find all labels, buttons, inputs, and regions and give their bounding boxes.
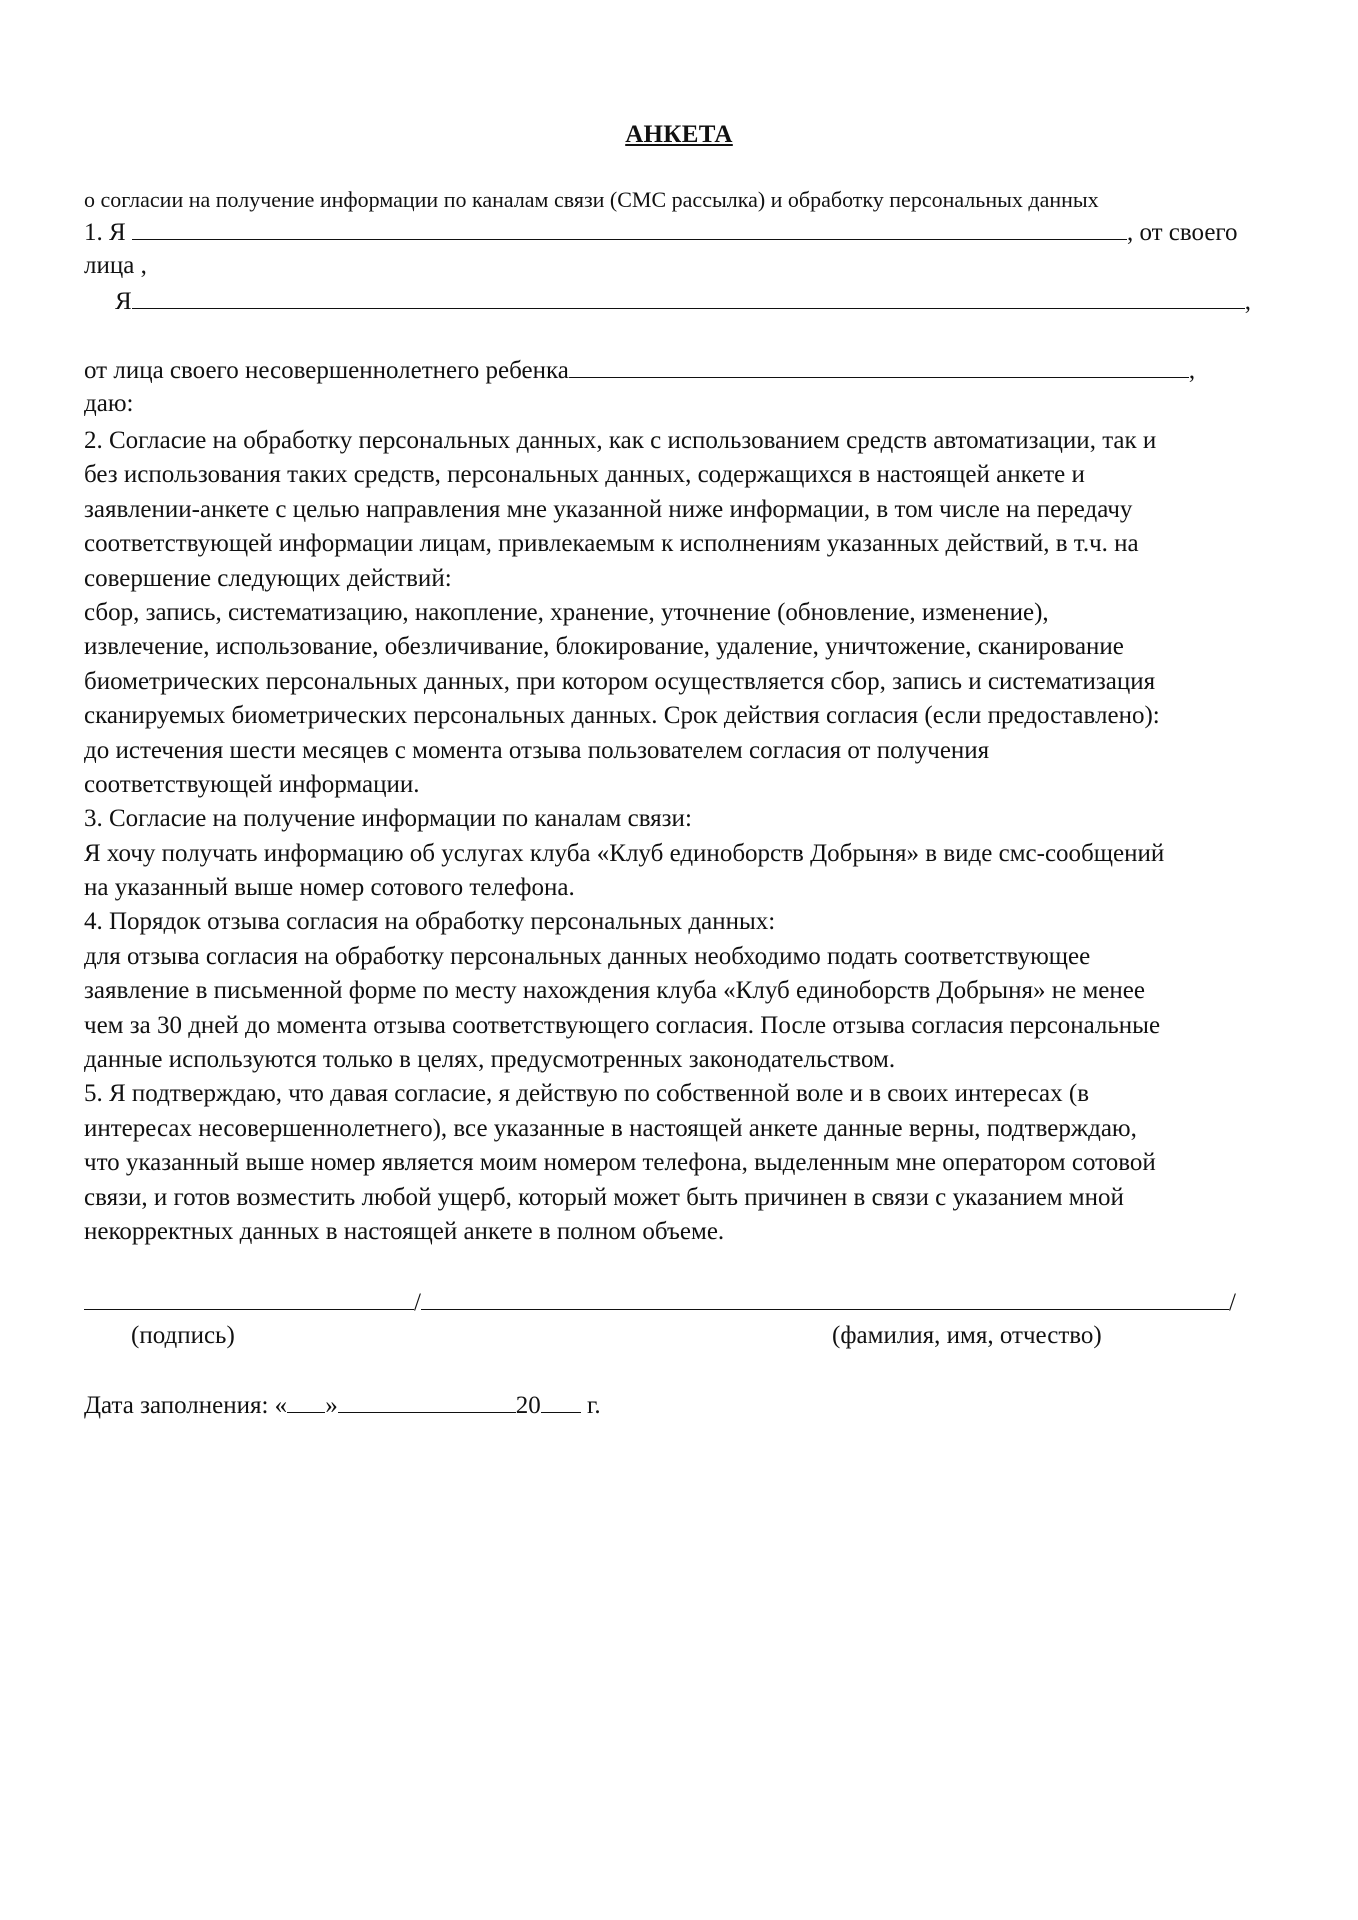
body-line: 5. Я подтверждаю, что давая согласие, я действую по собственной воле и в своих интересах (в	[84, 1080, 1090, 1108]
field-applicant-continuation: лица ,	[84, 252, 147, 279]
date-year-suffix: г.	[580, 1392, 601, 1419]
representative-name-blank[interactable]	[132, 286, 1245, 309]
body-line: заявление в письменной форме по месту нахождения клуба «Клуб единоборств Добрыня» не менее	[84, 977, 1145, 1005]
date-close-quote: »	[325, 1392, 338, 1419]
body-line: соответствующей информации лицам, привлекаемым к исполнениям указанных действий, в т.ч. на	[84, 530, 1139, 558]
full-name-blank[interactable]	[421, 1287, 1229, 1310]
body-line: сбор, запись, систематизацию, накопление, хранение, уточнение (обновление, изменение),	[84, 598, 1049, 626]
signature-caption: (подпись)	[131, 1322, 235, 1349]
applicant-name-blank[interactable]	[132, 217, 1127, 240]
field-representative-suffix: ,	[1244, 288, 1251, 315]
body-line: на указанный выше номер сотового телефона.	[84, 874, 575, 902]
body-line: 2. Согласие на обработку персональных данных, как с использованием средств автоматизации, так и	[84, 427, 1157, 454]
body-line: 3. Согласие на получение информации по каналам связи:	[84, 805, 692, 833]
date-month-blank[interactable]	[338, 1390, 516, 1413]
body-line: для отзыва согласия на обработку персональных данных необходимо подать соответствующее	[84, 942, 1091, 970]
field-applicant-suffix: , от своего	[1126, 219, 1238, 246]
give-label: даю:	[84, 390, 134, 417]
signature-end: /	[1228, 1289, 1236, 1316]
body-line: без использования таких средств, персональных данных, содержащихся в настоящей анкете и	[84, 461, 1085, 489]
body-line: 4. Порядок отзыва согласия на обработку персональных данных:	[84, 908, 776, 936]
field-applicant-prefix: 1. Я	[84, 219, 132, 246]
body-line: некорректных данных в настоящей анкете в полном объеме.	[84, 1217, 725, 1245]
signature-separator: /	[414, 1289, 421, 1316]
date-day-blank[interactable]	[287, 1390, 325, 1413]
body-line: связи, и готов возместить любой ущерб, который может быть причинен в связи с указанием мной	[84, 1183, 1124, 1211]
field-applicant-name-row	[84, 217, 1238, 248]
field-child-row	[84, 355, 1195, 386]
body-line: сканируемых биометрических персональных данных. Срок действия согласия (если предоставлено):	[84, 702, 1160, 730]
body-line: данные используются только в целях, предусмотренных законодательством.	[84, 1046, 896, 1074]
body-line: извлечение, использование, обезличивание, блокирование, удаление, уничтожение, сканирование	[84, 633, 1124, 661]
date-label: Дата заполнения: «	[84, 1392, 288, 1419]
date-year-blank[interactable]	[541, 1390, 581, 1413]
child-name-blank[interactable]	[569, 355, 1189, 378]
body-line: до истечения шести месяцев с момента отзыва пользователем согласия от получения	[84, 736, 990, 764]
date-year-prefix: 20	[515, 1392, 541, 1419]
full-name-caption: (фамилия, имя, отчество)	[832, 1322, 1102, 1349]
body-line: интересах несовершеннолетнего), все указанные в настоящей анкете данные верны, подтверждаю,	[84, 1114, 1137, 1142]
field-child-prefix: от лица своего несовершеннолетнего ребенка	[84, 357, 569, 384]
body-line: что указанный выше номер является моим номером телефона, выделенным мне оператором сотовой	[84, 1149, 1156, 1177]
signature-row	[84, 1287, 1236, 1317]
body-line: биометрических персональных данных, при котором осуществляется сбор, запись и систематизация	[84, 667, 1156, 695]
body-line: совершение следующих действий:	[84, 564, 452, 592]
body-line: соответствующей информации.	[84, 770, 420, 798]
body-line: заявлении-анкете с целью направления мне указанной ниже информации, в том числе на передачу	[84, 495, 1133, 523]
field-representative-prefix: Я	[115, 288, 132, 315]
body-line: Я хочу получать информацию об услугах клуба «Клуб единоборств Добрыня» в виде смс-сообщений	[84, 839, 1165, 867]
document-title: АНКЕТА	[625, 121, 733, 148]
consent-body	[84, 424, 1284, 1249]
field-child-suffix: ,	[1188, 357, 1196, 384]
date-row	[84, 1390, 601, 1420]
signature-blank[interactable]	[84, 1287, 414, 1310]
body-line: чем за 30 дней до момента отзыва соответствующего согласия. После отзыва согласия персональные	[84, 1011, 1161, 1039]
field-representative-row	[115, 286, 1251, 317]
document-subtitle: о согласии на получение информации по каналам связи (СМС рассылка) и обработку персональных данных	[84, 187, 1099, 212]
